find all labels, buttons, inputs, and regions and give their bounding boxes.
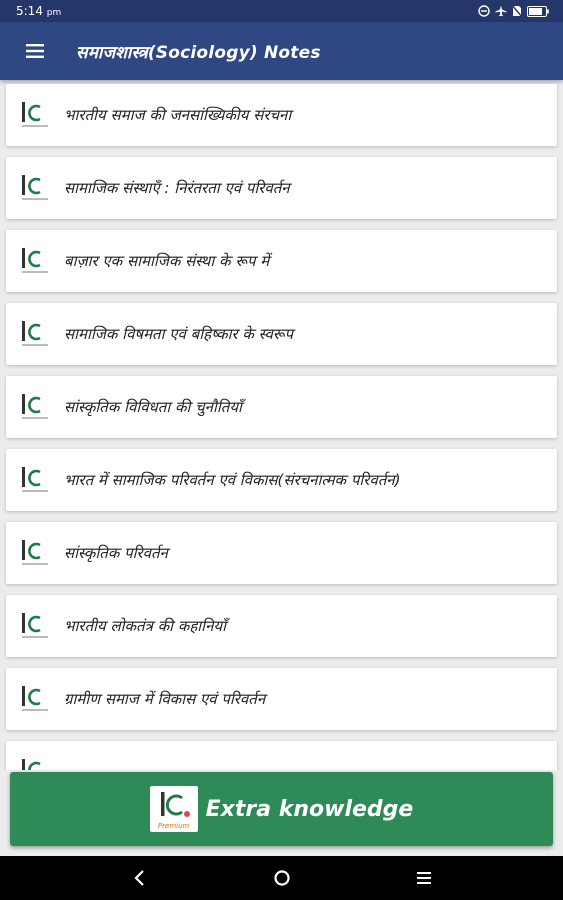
list-item-label: सामाजिक विषमता एवं बहिष्कार के स्वरूप <box>64 325 294 343</box>
list-item[interactable] <box>6 741 557 770</box>
premium-badge: Premium <box>157 822 190 830</box>
list-item[interactable] <box>6 84 557 146</box>
no-sim-icon <box>512 5 522 17</box>
list-item-label: सांस्कृतिक विविधता की चुनौतियाँ <box>64 398 242 416</box>
app-logo-icon <box>18 98 52 132</box>
app-logo-icon <box>18 463 52 497</box>
list-item[interactable] <box>6 449 557 511</box>
extra-knowledge-button[interactable] <box>10 772 553 846</box>
list-item-label: भारतीय समाज की जनसांख्यिकीय संरचना <box>64 106 292 124</box>
list-item-label: सामाजिक संस्थाएँ : निरंतरता एवं परिवर्तन <box>64 179 290 197</box>
airplane-mode-icon <box>495 5 507 17</box>
recents-icon <box>416 871 432 885</box>
home-icon <box>273 869 291 887</box>
premium-logo-icon <box>150 786 198 832</box>
banner-label: Extra knowledge <box>205 796 414 822</box>
list-item[interactable] <box>6 668 557 730</box>
list-item-label: ग्रामीण समाज में विकास एवं परिवर्तन <box>64 690 266 708</box>
page-title: समाजशास्त्र(Sociology) Notes <box>76 42 321 63</box>
list-item[interactable] <box>6 303 557 365</box>
battery-icon <box>527 6 549 17</box>
chapter-list <box>0 80 563 770</box>
menu-button[interactable] <box>0 22 70 80</box>
home-button[interactable] <box>247 856 317 900</box>
back-button[interactable] <box>105 856 175 900</box>
recents-button[interactable] <box>389 856 459 900</box>
list-item[interactable] <box>6 230 557 292</box>
app-logo-icon <box>18 536 52 570</box>
status-icons <box>478 5 549 17</box>
system-nav-bar <box>0 856 563 900</box>
back-icon <box>133 869 147 887</box>
list-item[interactable] <box>6 595 557 657</box>
app-logo-icon <box>18 390 52 424</box>
app-logo-icon <box>18 171 52 205</box>
list-item[interactable] <box>6 376 557 438</box>
hamburger-menu-icon <box>25 43 45 59</box>
status-time: 5:14 pm <box>16 4 62 18</box>
app-logo-icon <box>18 317 52 351</box>
do-not-disturb-icon <box>478 5 490 17</box>
list-item-label: भारत में सामाजिक परिवर्तन एवं विकास(संरचनात्मक परिवर्तन) <box>64 471 401 489</box>
status-bar <box>0 0 563 22</box>
list-item-label: सांस्कृतिक परिवर्तन <box>64 544 168 562</box>
app-logo-icon <box>18 682 52 716</box>
list-item-label: बाज़ार एक सामाजिक संस्था के रूप में <box>64 252 270 270</box>
app-logo-icon <box>18 244 52 278</box>
app-logo-icon <box>18 609 52 643</box>
list-item[interactable] <box>6 157 557 219</box>
app-logo-icon <box>18 755 52 770</box>
app-toolbar <box>0 22 563 80</box>
list-item[interactable] <box>6 522 557 584</box>
list-item-label: भारतीय लोकतंत्र की कहानियाँ <box>64 617 226 635</box>
